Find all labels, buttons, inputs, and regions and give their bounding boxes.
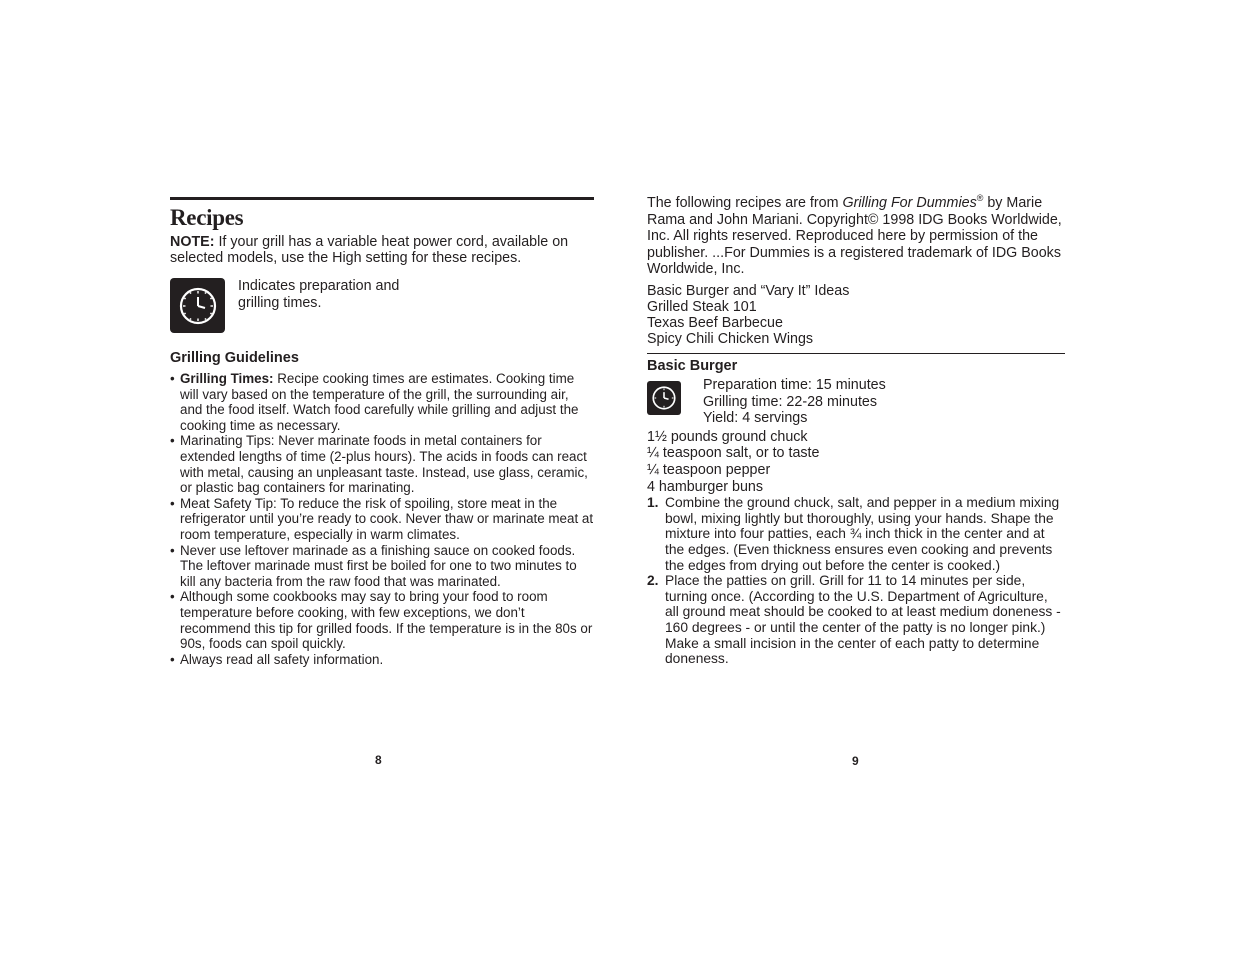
registered-mark: ® — [976, 193, 984, 204]
list-item — [170, 371, 594, 433]
page-number-left: 8 — [375, 753, 382, 767]
legend-text: Indicates preparation and grilling times. — [238, 278, 400, 311]
right-page — [647, 195, 1065, 667]
recipe-heading: Basic Burger — [647, 358, 738, 375]
list-item: • Marinating Tips: Never marinate foods in metal containers for extended lengths of time (2-plus hours). The acids in foods can react with metal, causing an unpleasant taste. Instead, use glass, ceramic, or plastic bag containers for marinating. — [170, 433, 594, 495]
step-text: Place the patties on grill. Grill for 11 to 14 minutes per side, turning once. (According to the U.S. Department of Agriculture, all ground meat should be cooked to at least medium doneness - 160 degrees - or until the center of the patty is no longer pink.) Make a small incision in the center of each patty to determine doneness. — [665, 573, 1061, 667]
divider — [647, 353, 1065, 354]
note-label: NOTE: — [170, 234, 215, 250]
section-heading: Grilling Guidelines — [170, 350, 299, 366]
prep-times — [703, 377, 886, 427]
intro-after: by Marie Rama and John Mariani. Copyright© 1998 IDG Books Worldwide, Inc. All rights reserved. Reproduced here by permission of the publisher. ...For Dummies is a registered trademark of IDG Books Worldwide, Inc. — [647, 195, 1062, 277]
step-number: 1. — [647, 495, 659, 511]
list-item: 4 hamburger buns — [647, 478, 764, 495]
clock-icon — [170, 278, 225, 333]
list-item: 1½ pounds ground chuck — [647, 428, 808, 445]
list-item: ¼ teaspoon salt, or to taste — [647, 445, 820, 462]
list-item: • Meat Safety Tip: To reduce the risk of spoiling, store meat in the refrigerator until you’re ready to cook. Never thaw or marinate meat at room temperature, especially in warm climates. — [170, 496, 594, 543]
list-item: • Always read all safety information. — [170, 652, 594, 668]
left-page — [170, 197, 594, 667]
bullet-text: Recipe cooking times are estimates. Cooking time will vary based on the temperature of the grill, the surrounding air, and the food itself. Watch food carefully while grilling and adjust the cooking time as necessary. — [180, 371, 579, 433]
intro-before: The following recipes are from — [647, 195, 843, 211]
recipe-list — [647, 283, 1065, 348]
book-title: Grilling For Dummies — [842, 195, 977, 211]
list-item: ¼ teaspoon pepper — [647, 462, 771, 478]
list-item: Basic Burger and “Vary It” Ideas — [647, 282, 850, 299]
list-item: Spicy Chili Chicken Wings — [647, 331, 814, 348]
list-item: • Never use leftover marinade as a finishing sauce on cooked foods. The leftover marinade must first be boiled for one to two minutes to kill any bacteria from the raw food that was marinated. — [170, 543, 594, 590]
list-item: Texas Beef Barbecue — [647, 314, 783, 331]
note-text: If your grill has a variable heat power cord, available on selected models, use the High setting for these recipes. — [170, 234, 569, 266]
list-item: Grilled Steak 101 — [647, 298, 757, 315]
source-credit — [647, 195, 1065, 278]
guidelines-list — [170, 371, 594, 667]
ingredient-list — [647, 429, 1065, 495]
instruction-steps — [647, 495, 1065, 667]
clock-icon — [647, 381, 681, 415]
page-number-right: 9 — [852, 754, 859, 768]
prep-info — [647, 377, 1065, 427]
list-item — [647, 573, 1065, 667]
step-number: 2. — [647, 573, 659, 589]
prep-line: Preparation time: 15 minutes — [703, 377, 886, 394]
time-legend — [170, 278, 594, 333]
step-text: Combine the ground chuck, salt, and pepper in a medium mixing bowl, mixing lightly but thoroughly, using your hands. Shape the mixture into four patties, each ¾ inch thick in the center and at the edges. (Even thickness ensures even cooking and prevents the edges from drying out before the center is cooked.) — [665, 495, 1060, 573]
prep-line: Grilling time: 22-28 minutes — [703, 393, 878, 410]
bullet-lead: Grilling Times: — [180, 371, 274, 386]
list-item: • Although some cookbooks may say to bring your food to room temperature before cooking, with few exceptions, we don’t recommend this tip for grilled foods. If the temperature is in the 80s or 90s, foods can spoil quickly. — [170, 589, 594, 651]
prep-line: Yield: 4 servings — [703, 410, 808, 427]
title-rule — [170, 197, 594, 200]
list-item — [647, 495, 1065, 573]
note-paragraph — [170, 234, 594, 266]
page-title: Recipes — [170, 205, 244, 230]
